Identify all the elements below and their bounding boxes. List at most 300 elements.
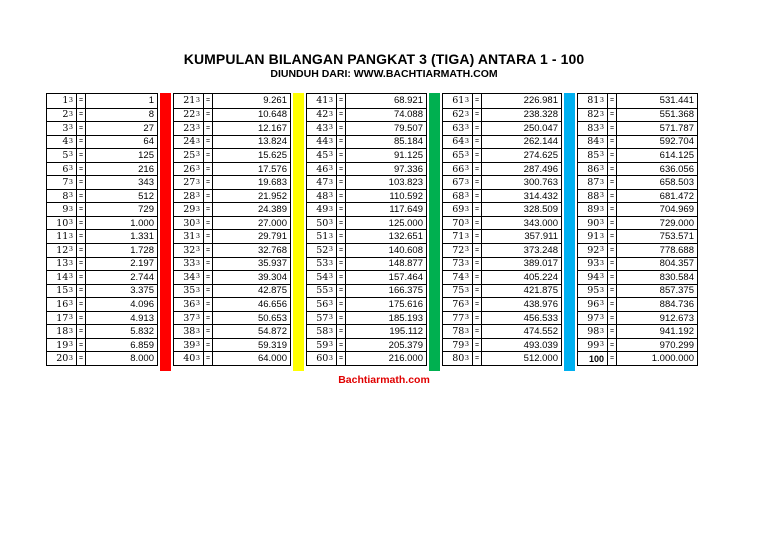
equals-sign: = [607, 217, 617, 230]
exponent: 3 [68, 177, 73, 186]
base-value: 57 [316, 312, 329, 324]
table-row [578, 216, 697, 230]
exponent: 3 [464, 285, 469, 294]
base-number [578, 312, 607, 325]
equals-sign: = [472, 244, 482, 257]
exponent: 3 [68, 164, 73, 172]
equals-sign: = [203, 94, 213, 108]
base-number [307, 325, 336, 338]
table-row [578, 175, 697, 189]
table-row [174, 189, 290, 203]
base-number [47, 285, 76, 298]
base-number [174, 352, 203, 365]
table-row [307, 229, 426, 243]
base-number [307, 109, 336, 122]
base-number [307, 339, 336, 352]
table-row [578, 121, 697, 135]
exponent: 3 [195, 164, 200, 172]
exponent: 3 [68, 313, 73, 322]
base-number [578, 298, 607, 311]
equals-sign: = [607, 109, 617, 122]
table-row [307, 175, 426, 189]
table-row [578, 284, 697, 298]
base-number [307, 298, 336, 311]
base-number [578, 230, 607, 243]
equals-sign: = [607, 339, 617, 352]
cube-value: 42.875 [257, 285, 287, 297]
base-value: 79 [452, 339, 465, 351]
cube-value: 13.824 [257, 136, 287, 148]
table-row [307, 351, 426, 365]
cube-value: 343.000 [523, 217, 558, 229]
base-value: 100 [588, 353, 604, 364]
base-number [443, 217, 472, 230]
base-number [174, 109, 203, 122]
cube-value: 64.000 [257, 353, 287, 365]
cube-value: 32.768 [257, 244, 287, 256]
cube-value: 117.649 [389, 204, 423, 216]
base-value: 28 [183, 190, 196, 202]
cube-value: 175.616 [388, 298, 423, 310]
base-number [443, 149, 472, 162]
base-number [443, 94, 472, 108]
cube-value: 6.859 [130, 339, 154, 351]
table-row [174, 229, 290, 243]
base-number [174, 217, 203, 230]
table-row [47, 135, 157, 149]
cubes-table-4 [442, 93, 562, 366]
cube-value: 8.000 [130, 353, 154, 365]
base-value: 94 [587, 271, 600, 283]
cube-value: 4.913 [130, 312, 154, 324]
equals-sign: = [76, 285, 86, 298]
equals-sign: = [472, 258, 482, 271]
equals-sign: = [472, 325, 482, 338]
cube-value: 681.472 [659, 190, 694, 202]
cube-value: 389.017 [523, 258, 558, 270]
base-value: 16 [56, 298, 69, 310]
cube-value: 262.144 [523, 136, 558, 148]
base-value: 78 [452, 326, 465, 338]
exponent: 3 [68, 204, 73, 213]
table-row [578, 229, 697, 243]
base-number [578, 271, 607, 284]
exponent: 3 [195, 245, 200, 254]
table-row [307, 284, 426, 298]
base-value: 60 [316, 353, 329, 365]
table-row [47, 121, 157, 135]
cube-value: 24.389 [257, 204, 287, 216]
base-value: 34 [183, 271, 196, 283]
equals-sign: = [607, 190, 617, 203]
exponent: 3 [195, 326, 200, 335]
base-value: 76 [452, 298, 465, 310]
base-value: 32 [183, 244, 196, 256]
base-number [47, 203, 76, 216]
base-number [578, 285, 607, 298]
cube-value: 970.299 [659, 339, 694, 351]
equals-sign: = [607, 325, 617, 338]
base-number [443, 176, 472, 189]
cube-value: 39.304 [257, 271, 287, 283]
cube-value: 300.763 [523, 177, 558, 189]
cube-value: 50.653 [257, 312, 287, 324]
base-number [47, 312, 76, 325]
equals-sign: = [472, 352, 482, 365]
equals-sign: = [336, 136, 346, 149]
base-number [174, 298, 203, 311]
exponent: 3 [328, 218, 333, 227]
table-row [174, 175, 290, 189]
table-row [307, 202, 426, 216]
base-number [307, 258, 336, 271]
cube-value: 592.704 [659, 136, 694, 148]
table-row [578, 297, 697, 311]
cube-value: 46.656 [257, 298, 287, 310]
base-number [443, 312, 472, 325]
table-row [47, 284, 157, 298]
table-row [578, 148, 697, 162]
equals-sign: = [607, 163, 617, 176]
cube-value: 884.736 [659, 298, 694, 310]
table-row [174, 311, 290, 325]
base-value: 3 [62, 122, 69, 134]
cube-value: 2.197 [130, 258, 154, 270]
cube-value: 328.509 [523, 204, 558, 216]
exponent: 3 [328, 340, 333, 349]
equals-sign: = [203, 190, 213, 203]
exponent: 3 [328, 95, 333, 104]
base-value: 85 [587, 149, 600, 161]
equals-sign: = [336, 271, 346, 284]
base-value: 59 [316, 339, 329, 351]
table-row [443, 338, 561, 352]
base-value: 45 [316, 149, 329, 161]
exponent: 3 [195, 218, 200, 227]
base-number [174, 136, 203, 149]
exponent: 3 [328, 258, 333, 267]
base-number [47, 176, 76, 189]
table-row [307, 216, 426, 230]
exponent: 3 [464, 231, 469, 240]
base-number [307, 230, 336, 243]
cube-value: 753.571 [659, 231, 694, 243]
exponent: 3 [195, 136, 200, 145]
base-number [174, 163, 203, 176]
table-row [174, 121, 290, 135]
base-number [307, 244, 336, 257]
table-row [174, 216, 290, 230]
exponent: 3 [599, 136, 604, 145]
equals-sign: = [203, 244, 213, 257]
exponent: 3 [195, 150, 200, 159]
equals-sign: = [472, 94, 482, 108]
equals-sign: = [76, 352, 86, 365]
cube-value: 912.673 [659, 312, 694, 324]
table-row [578, 351, 697, 365]
base-value: 88 [587, 190, 600, 202]
base-number [307, 352, 336, 365]
cube-value: 79.507 [393, 122, 423, 134]
exponent: 3 [464, 353, 469, 362]
equals-sign: = [203, 271, 213, 284]
equals-sign: = [607, 271, 617, 284]
exponent: 3 [599, 340, 604, 349]
exponent: 3 [195, 95, 200, 104]
base-value: 89 [587, 204, 600, 216]
base-number [307, 217, 336, 230]
base-value: 63 [452, 122, 465, 134]
base-value: 70 [452, 217, 465, 229]
equals-sign: = [472, 190, 482, 203]
base-number [47, 298, 76, 311]
equals-sign: = [336, 94, 346, 108]
cube-value: 125.000 [388, 217, 423, 229]
cubes-table-2 [173, 93, 291, 366]
equals-sign: = [336, 258, 346, 271]
cube-value: 636.056 [659, 163, 694, 175]
cube-value: 357.911 [524, 231, 558, 243]
base-value: 81 [587, 95, 600, 107]
exponent: 3 [464, 191, 469, 200]
table-row [578, 257, 697, 271]
base-value: 54 [316, 271, 329, 283]
base-value: 20 [56, 353, 69, 365]
exponent: 3 [68, 340, 73, 349]
base-value: 72 [452, 244, 465, 256]
table-row [307, 108, 426, 122]
exponent: 3 [599, 285, 604, 294]
table-row [443, 135, 561, 149]
table-row [443, 162, 561, 176]
equals-sign: = [336, 230, 346, 243]
base-number [47, 136, 76, 149]
base-number [578, 325, 607, 338]
table-row [47, 257, 157, 271]
cube-value: 103.823 [388, 177, 423, 189]
base-number [443, 136, 472, 149]
exponent: 3 [195, 313, 200, 322]
base-number [47, 325, 76, 338]
cube-value: 421.875 [523, 285, 558, 297]
cube-value: 21.952 [257, 190, 287, 202]
equals-sign: = [76, 325, 86, 338]
equals-sign: = [203, 258, 213, 271]
exponent: 3 [328, 204, 333, 213]
equals-sign: = [76, 136, 86, 149]
exponent: 3 [195, 204, 200, 213]
exponent: 3 [68, 285, 73, 294]
exponent: 3 [464, 95, 469, 104]
table-row [307, 324, 426, 338]
table-row [307, 338, 426, 352]
exponent: 3 [599, 299, 604, 308]
table-row [307, 94, 426, 108]
base-number [47, 163, 76, 176]
exponent: 3 [195, 231, 200, 240]
cube-value: 12.167 [257, 122, 287, 134]
exponent: 3 [328, 285, 333, 294]
equals-sign: = [76, 176, 86, 189]
cube-value: 148.877 [388, 258, 423, 270]
base-number [307, 122, 336, 135]
base-value: 31 [183, 231, 196, 243]
table-row [174, 270, 290, 284]
exponent: 3 [195, 258, 200, 267]
table-row [443, 297, 561, 311]
table-row [174, 338, 290, 352]
equals-sign: = [76, 163, 86, 176]
base-number [443, 230, 472, 243]
equals-sign: = [472, 136, 482, 149]
exponent: 3 [68, 191, 73, 200]
cube-value: 658.503 [659, 177, 694, 189]
base-value: 11 [56, 231, 69, 243]
exponent: 3 [68, 258, 73, 267]
base-number [174, 203, 203, 216]
exponent: 3 [464, 164, 469, 172]
base-value: 37 [183, 312, 196, 324]
equals-sign: = [336, 352, 346, 365]
base-number [578, 217, 607, 230]
base-value: 77 [452, 312, 465, 324]
base-number [47, 230, 76, 243]
exponent: 3 [68, 109, 73, 118]
base-value: 19 [56, 339, 69, 351]
base-number [443, 339, 472, 352]
table-row [47, 311, 157, 325]
exponent: 3 [328, 353, 333, 362]
cube-value: 140.608 [388, 244, 423, 256]
equals-sign: = [472, 163, 482, 176]
equals-sign: = [472, 339, 482, 352]
table-row [307, 297, 426, 311]
exponent: 3 [195, 353, 200, 362]
exponent: 3 [599, 164, 604, 172]
table-row [443, 243, 561, 257]
base-value: 44 [316, 136, 329, 148]
exponent: 3 [599, 326, 604, 335]
table-row [47, 148, 157, 162]
equals-sign: = [203, 298, 213, 311]
table-row [443, 257, 561, 271]
base-value: 90 [587, 217, 600, 229]
equals-sign: = [76, 271, 86, 284]
cube-value: 110.592 [389, 190, 423, 202]
cube-value: 704.969 [659, 204, 694, 216]
equals-sign: = [76, 122, 86, 135]
base-value: 24 [183, 136, 196, 148]
exponent: 3 [68, 150, 73, 159]
exponent: 3 [68, 299, 73, 308]
exponent: 3 [68, 136, 73, 145]
base-value: 17 [56, 312, 69, 324]
cube-value: 91.125 [393, 149, 423, 161]
base-value: 55 [316, 285, 329, 297]
base-number [443, 203, 472, 216]
equals-sign: = [336, 163, 346, 176]
separator-bar-3 [429, 93, 440, 371]
base-value: 98 [587, 326, 600, 338]
table-row [307, 243, 426, 257]
equals-sign: = [203, 122, 213, 135]
cubes-table-3 [306, 93, 427, 366]
equals-sign: = [203, 312, 213, 325]
equals-sign: = [336, 285, 346, 298]
table-row [578, 135, 697, 149]
equals-sign: = [607, 285, 617, 298]
base-value: 30 [183, 217, 196, 229]
equals-sign: = [472, 217, 482, 230]
exponent: 3 [599, 177, 604, 186]
base-number [174, 190, 203, 203]
cube-value: 1.331 [130, 231, 154, 243]
table-row [47, 229, 157, 243]
equals-sign: = [203, 325, 213, 338]
table-row [174, 94, 290, 108]
base-number [174, 94, 203, 108]
exponent: 3 [464, 245, 469, 254]
base-number [307, 176, 336, 189]
base-number [578, 109, 607, 122]
footer-watermark: Bachtiarmath.com [338, 374, 430, 386]
cube-value: 19.683 [257, 177, 287, 189]
exponent: 3 [464, 150, 469, 159]
cube-value: 941.192 [659, 326, 694, 338]
table-row [307, 135, 426, 149]
base-number [443, 122, 472, 135]
exponent: 3 [599, 258, 604, 267]
table-row [174, 135, 290, 149]
base-number [174, 339, 203, 352]
base-value: 46 [316, 163, 329, 175]
equals-sign: = [336, 325, 346, 338]
cube-value: 226.981 [523, 95, 558, 107]
cube-value: 157.464 [388, 271, 423, 283]
cube-value: 1.728 [130, 244, 154, 256]
base-number [443, 163, 472, 176]
base-number [578, 352, 607, 365]
exponent: 3 [599, 109, 604, 118]
table-row [578, 189, 697, 203]
table-row [174, 108, 290, 122]
exponent: 3 [195, 299, 200, 308]
exponent: 3 [464, 109, 469, 118]
table-row [578, 162, 697, 176]
cube-value: 125 [138, 149, 154, 161]
base-value: 82 [587, 109, 600, 121]
base-value: 43 [316, 122, 329, 134]
base-value: 1 [62, 95, 69, 107]
base-value: 95 [587, 285, 600, 297]
equals-sign: = [76, 244, 86, 257]
base-number [307, 271, 336, 284]
cube-value: 551.368 [659, 109, 694, 121]
table-row [578, 311, 697, 325]
base-number [578, 163, 607, 176]
equals-sign: = [76, 190, 86, 203]
base-number [443, 271, 472, 284]
equals-sign: = [472, 312, 482, 325]
equals-sign: = [607, 244, 617, 257]
base-number [47, 352, 76, 365]
base-value: 87 [587, 177, 600, 189]
base-value: 10 [56, 217, 69, 229]
table-row [174, 297, 290, 311]
base-value: 12 [56, 244, 69, 256]
base-number [47, 339, 76, 352]
cube-value: 474.552 [523, 326, 558, 338]
